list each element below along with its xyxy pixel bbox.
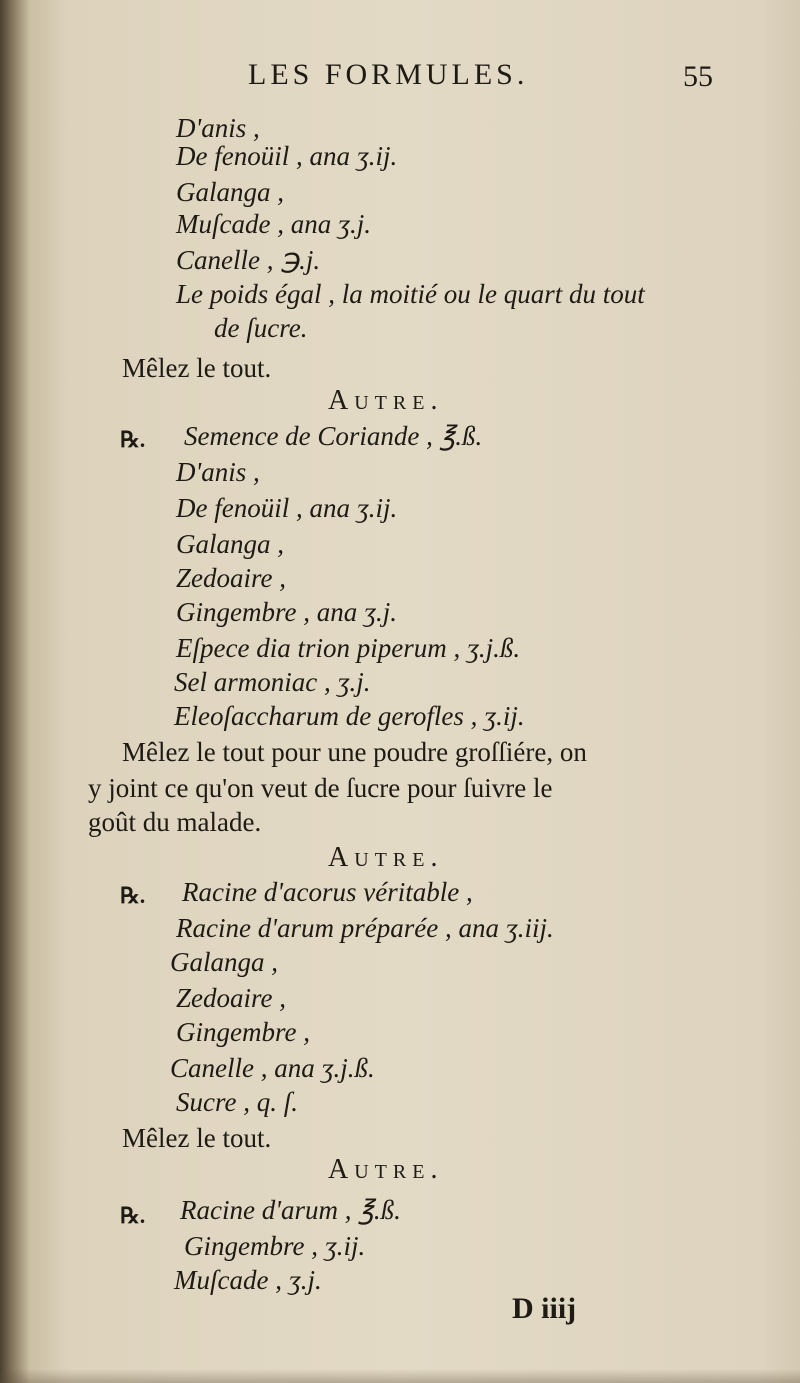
text-line: Gingembre , ʒ.ij. — [184, 1231, 366, 1261]
text-line: Gingembre , — [176, 1017, 310, 1047]
text-line: Eleoſaccharum de gerofles , ʒ.ij. — [174, 701, 525, 731]
text-line: Canelle , ℈.j. — [176, 245, 321, 275]
section-heading: Autre. — [328, 385, 444, 416]
text-line: Semence de Coriande , ℥.ß. — [184, 421, 483, 451]
text-line: Racine d'arum préparée , ana ʒ.iij. — [176, 913, 554, 943]
section-heading: Autre. — [328, 1154, 444, 1185]
text-line: De fenoüil , ana ʒ.ij. — [176, 141, 398, 171]
text-line: de ſucre. — [214, 313, 308, 343]
page-edge-shadow — [0, 1369, 800, 1383]
running-title: LES FORMULES. — [248, 58, 529, 91]
section-heading: Autre. — [328, 842, 444, 873]
text-line: De fenoüil , ana ʒ.ij. — [176, 493, 398, 523]
recipe-symbol: ℞. — [120, 1203, 146, 1228]
text-line: Eſpece dia trion piperum , ʒ.j.ß. — [176, 633, 521, 663]
text-line: Gingembre , ana ʒ.j. — [176, 597, 397, 627]
text-line: Mêlez le tout pour une poudre groſſiére, on — [122, 737, 587, 767]
text-line: y joint ce qu'on veut de ſucre pour ſuivre le — [88, 773, 553, 803]
text-line: Sucre , q. ſ. — [176, 1087, 298, 1117]
text-line: Mêlez le tout. — [122, 353, 272, 383]
signature-mark: D iiij — [512, 1292, 577, 1325]
text-line: Galanga , — [176, 529, 284, 559]
text-line: Mêlez le tout. — [122, 1123, 272, 1153]
text-line: D'anis , — [176, 113, 260, 143]
text-line: goût du malade. — [88, 807, 262, 837]
text-line: Racine d'arum , ℥.ß. — [180, 1195, 401, 1225]
text-line: Zedoaire , — [176, 563, 286, 593]
text-line: Le poids égal , la moitié ou le quart du tout — [176, 279, 645, 309]
page-number: 55 — [683, 60, 713, 93]
text-line: Racine d'acorus véritable , — [182, 877, 473, 907]
text-line: Muſcade , ana ʒ.j. — [176, 209, 371, 239]
recipe-symbol: ℞. — [120, 427, 146, 452]
recipe-symbol: ℞. — [120, 883, 146, 908]
text-line: D'anis , — [176, 457, 260, 487]
text-line: Galanga , — [176, 177, 284, 207]
text-line: Galanga , — [170, 947, 278, 977]
text-line: Canelle , ana ʒ.j.ß. — [170, 1053, 375, 1083]
text-line: Muſcade , ʒ.j. — [174, 1265, 322, 1295]
text-line: Zedoaire , — [176, 983, 286, 1013]
text-line: Sel armoniac , ʒ.j. — [174, 667, 371, 697]
running-head — [0, 58, 800, 98]
